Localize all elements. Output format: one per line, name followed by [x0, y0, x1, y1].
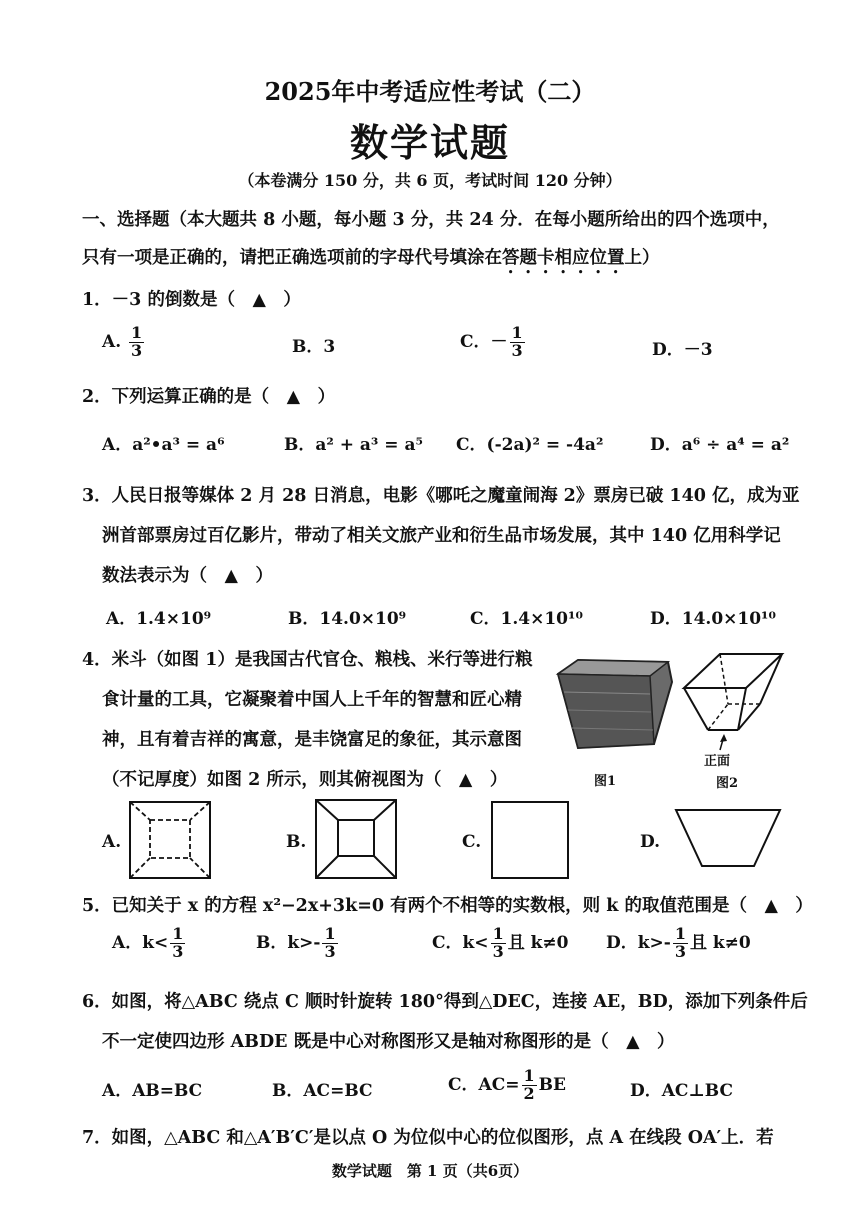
- q4-line1: 4．米斗（如图 1）是我国古代官仓、粮栈、米行等进行粮: [82, 650, 533, 670]
- q1-option-c-fraction: [510, 325, 525, 360]
- section-heading-line1: 一、选择题（本大题共 8 小题，每小题 3 分，共 24 分．在每小题所给出的四个选项中，: [82, 210, 780, 230]
- q1-stem: 1．－3 的倒数是（ ▲ ）: [82, 290, 301, 310]
- q3-option-d: D．14.0×10¹⁰: [650, 609, 776, 629]
- fraction-denominator: 3: [511, 340, 523, 360]
- dotted-emphasis: 答题卡相应位置: [502, 248, 625, 268]
- q4-option-c-label: C.: [462, 832, 482, 852]
- q1-option-c-label: C．－: [460, 331, 508, 352]
- q1-option-b: B．3: [292, 337, 336, 357]
- q5-option-b: [256, 926, 340, 961]
- fraction-denominator: 3: [324, 941, 336, 961]
- fraction-numerator: 1: [172, 924, 184, 943]
- q6-line1: 6．如图，将△ABC 绕点 C 顺时针旋转 180°得到△DEC，连接 AE，BD，添加下列条件后: [82, 992, 808, 1012]
- q5-option-a: [112, 926, 187, 961]
- q4-line2: 食计量的工具，它凝聚着中国人上千年的智慧和匠心精: [102, 690, 522, 710]
- fraction-numerator: 1: [523, 1066, 535, 1085]
- q6-option-b: B．AC=BC: [272, 1081, 373, 1101]
- fraction-numerator: 1: [674, 924, 686, 943]
- q7-line1: 7．如图，△ABC 和△A′B′C′是以点 O 为位似中心的位似图形，点 A 在线段 OA′上．若: [82, 1128, 774, 1148]
- q5-option-d-text: D．k>-: [606, 932, 671, 953]
- q4-option-d-label: D.: [640, 832, 661, 852]
- q2-stem: 2．下列运算正确的是（ ▲ ）: [82, 387, 336, 407]
- q1-option-d: D．－3: [652, 340, 713, 360]
- q5-option-c: [432, 926, 568, 961]
- q1-option-a-fraction: [129, 325, 144, 360]
- section-heading-line2: [82, 244, 660, 278]
- fraction-numerator: 1: [492, 924, 504, 943]
- q6-option-a: A．AB=BC: [102, 1081, 203, 1101]
- fraction-numerator: 1: [131, 323, 143, 342]
- q3-option-b: B．14.0×10⁹: [288, 609, 407, 629]
- front-view-label: 正面: [704, 754, 731, 769]
- q4-option-b-label: B.: [286, 832, 307, 852]
- q5-option-c-fraction: [491, 926, 506, 961]
- q6-option-c-text: C．AC=: [448, 1074, 520, 1095]
- q3-line1: 3．人民日报等媒体 2 月 28 日消息，电影《哪吒之魔童闹海 2》票房已破 140 亿，成为亚: [82, 486, 800, 506]
- q5-option-a-text: A．k<: [112, 932, 169, 953]
- fraction-numerator: 1: [324, 924, 336, 943]
- fraction-denominator: 3: [674, 941, 686, 961]
- q5-option-d-fraction: [673, 926, 688, 961]
- fraction-denominator: 2: [523, 1083, 535, 1103]
- q2-option-b: B．a² + a³ = a⁵: [284, 435, 423, 455]
- rice-measure-photo: [550, 652, 680, 762]
- q1-option-a: [102, 325, 146, 360]
- q4-line4: （不记厚度）如图 2 所示，则其俯视图为（ ▲ ）: [102, 770, 508, 790]
- section-heading-text: 只有一项是正确的，请把正确选项前的字母代号填涂在: [82, 248, 502, 268]
- q3-option-c: C．1.4×10¹⁰: [470, 609, 583, 629]
- q4-line3: 神，且有着吉祥的寓意，是丰饶富足的象征，其示意图: [102, 730, 522, 750]
- q6-option-d: D．AC⊥BC: [630, 1081, 733, 1101]
- q2-option-d: D．a⁶ ÷ a⁴ = a²: [650, 435, 790, 455]
- q5-stem: 5．已知关于 x 的方程 x²−2x+3k=0 有两个不相等的实数根，则 k 的取值范围是（ ▲ ）: [82, 896, 813, 916]
- q4-option-c-figure: [490, 800, 570, 880]
- subject-title: 数学试题: [349, 120, 510, 165]
- q4-option-d-figure: [674, 808, 782, 870]
- fig1-caption: 图1: [594, 774, 617, 789]
- q5-option-c-text: C．k<: [432, 932, 489, 953]
- exam-note: （本卷满分 150 分，共 6 页，考试时间 120 分钟）: [238, 171, 622, 190]
- q5-option-c-condition: 且 k≠0: [507, 932, 569, 953]
- q2-option-a: A．a²•a³ = a⁶: [102, 435, 225, 455]
- q5-option-b-text: B．k>-: [256, 932, 321, 953]
- fraction-denominator: 3: [131, 340, 143, 360]
- fraction-numerator: 1: [511, 323, 523, 342]
- q6-line2: 不一定使四边形 ABDE 既是中心对称图形又是轴对称图形的是（ ▲ ）: [102, 1032, 675, 1052]
- q2-option-c: C．(-2a)² = -4a²: [456, 435, 604, 455]
- q6-option-c-fraction: [522, 1068, 537, 1103]
- q5-option-d-condition: 且 k≠0: [689, 932, 751, 953]
- q4-option-b-figure: [314, 798, 398, 880]
- q5-option-a-fraction: [170, 926, 185, 961]
- q6-option-c: [448, 1068, 566, 1103]
- q5-option-b-fraction: [322, 926, 337, 961]
- q6-option-c-tail: BE: [538, 1074, 566, 1095]
- fraction-denominator: 3: [492, 941, 504, 961]
- section-heading-end: 上）: [624, 248, 660, 268]
- q4-option-a-label: A.: [102, 832, 122, 852]
- fig2-caption: 图2: [716, 776, 739, 791]
- q4-option-a-figure: [128, 800, 212, 880]
- q3-line2: 洲首部票房过百亿影片，带动了相关文旅产业和衍生品市场发展，其中 140 亿用科学记: [102, 526, 781, 546]
- frustum-diagram: [680, 646, 795, 761]
- q3-option-a: A．1.4×10⁹: [106, 609, 212, 629]
- q1-option-a-label: A.: [102, 331, 122, 352]
- fraction-denominator: 3: [172, 941, 184, 961]
- q5-option-d: [606, 926, 751, 961]
- q1-option-c: [460, 325, 527, 360]
- exam-title: 2025年中考适应性考试（二）: [264, 77, 596, 106]
- q3-line3: 数法表示为（ ▲ ）: [102, 566, 273, 586]
- page-footer: 数学试题 第 1 页（共6页）: [331, 1162, 529, 1180]
